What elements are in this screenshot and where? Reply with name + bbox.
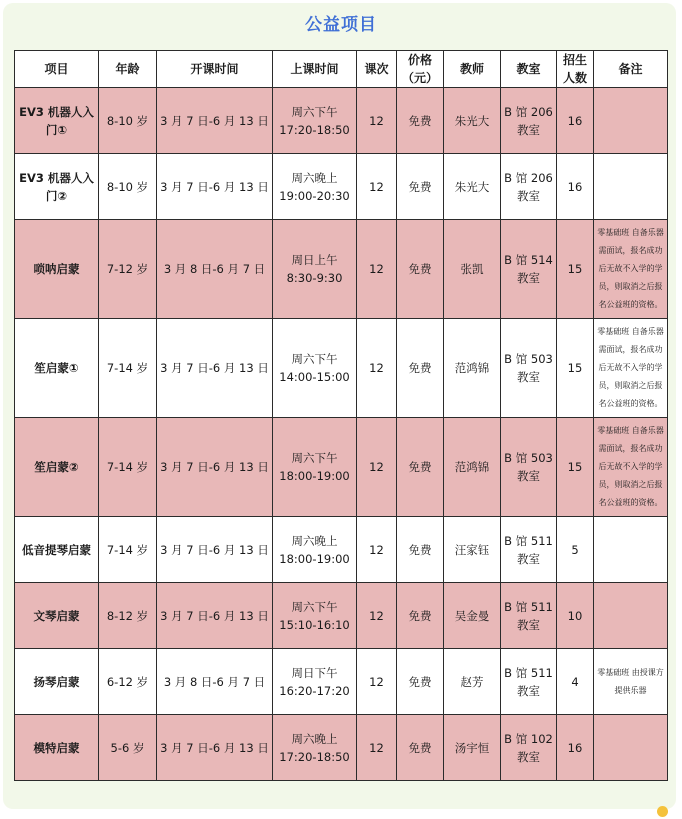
- classroom-label: 教室: [517, 551, 540, 566]
- cell-sessions: 12: [357, 583, 397, 649]
- header-teacher: 教师: [444, 51, 501, 88]
- cell-class-time: [273, 418, 357, 517]
- cell-price: 免费: [397, 154, 444, 220]
- cell-price: 免费: [397, 88, 444, 154]
- cell-price: 免费: [397, 319, 444, 418]
- cell-project-name: EV3 机器人入门①: [15, 88, 99, 154]
- cell-price: 免费: [397, 517, 444, 583]
- cell-sessions: 12: [357, 154, 397, 220]
- classroom-label: 教室: [517, 617, 540, 632]
- cell-quota: 5: [557, 517, 594, 583]
- header-class-time: 上课时间: [273, 51, 357, 88]
- cell-classroom: [501, 154, 557, 220]
- cell-project-name: 低音提琴启蒙: [15, 517, 99, 583]
- cell-project-name: EV3 机器人入门②: [15, 154, 99, 220]
- cell-age: 7-14 岁: [99, 418, 157, 517]
- cell-teacher: 朱光大: [444, 88, 501, 154]
- cell-class-time: [273, 517, 357, 583]
- header-start-period: 开课时间: [157, 51, 273, 88]
- table-row: [15, 649, 668, 715]
- classroom-label: 教室: [517, 122, 540, 137]
- cell-start-period: 3 月 7 日-6 月 13 日: [157, 319, 273, 418]
- cell-project-name: 文琴启蒙: [15, 583, 99, 649]
- classroom-building: B 馆 511: [504, 533, 553, 548]
- cell-sessions: 12: [357, 715, 397, 781]
- class-time-range: 14:00-15:00: [279, 370, 350, 384]
- classroom-building: B 馆 503: [504, 352, 553, 366]
- table-row: [15, 418, 668, 517]
- cell-start-period: 3 月 7 日-6 月 13 日: [157, 517, 273, 583]
- cell-note: [594, 715, 668, 781]
- cell-teacher: 赵芳: [444, 649, 501, 715]
- cell-class-time: [273, 583, 357, 649]
- classroom-building: B 馆 206: [504, 104, 553, 119]
- classroom-label: 教室: [517, 188, 540, 203]
- header-price: 价格（元）: [397, 51, 444, 88]
- cell-quota: 16: [557, 88, 594, 154]
- cell-class-time: [273, 319, 357, 418]
- cell-price: 免费: [397, 220, 444, 319]
- cell-class-time: [273, 220, 357, 319]
- class-time-range: 16:20-17:20: [279, 683, 350, 698]
- class-time-range: 19:00-20:30: [279, 188, 350, 203]
- class-time-range: 18:00-19:00: [279, 469, 350, 483]
- cell-start-period: 3 月 7 日-6 月 13 日: [157, 88, 273, 154]
- table-row: [15, 88, 668, 154]
- cell-teacher: 范鸿锦: [444, 418, 501, 517]
- cell-note: 零基础班 由授课方提供乐器: [594, 649, 668, 715]
- cell-start-period: 3 月 7 日-6 月 13 日: [157, 418, 273, 517]
- cell-teacher: 朱光大: [444, 154, 501, 220]
- cell-quota: 15: [557, 418, 594, 517]
- cell-start-period: 3 月 7 日-6 月 13 日: [157, 154, 273, 220]
- cell-price: 免费: [397, 418, 444, 517]
- header-project: 项目: [15, 51, 99, 88]
- header-sessions: 课次: [357, 51, 397, 88]
- decorative-dot: [657, 806, 668, 817]
- class-day: 周六下午: [291, 599, 338, 614]
- cell-age: 5-6 岁: [99, 715, 157, 781]
- cell-sessions: 12: [357, 88, 397, 154]
- header-classroom: 教室: [501, 51, 557, 88]
- class-day: 周日下午: [291, 665, 338, 680]
- cell-sessions: 12: [357, 517, 397, 583]
- header-quota: 招生人数: [557, 51, 594, 88]
- cell-sessions: 12: [357, 649, 397, 715]
- cell-price: 免费: [397, 649, 444, 715]
- cell-class-time: [273, 715, 357, 781]
- cell-age: 7-12 岁: [99, 220, 157, 319]
- title-wrap: [0, 14, 682, 36]
- page-title: 公益项目: [299, 14, 383, 36]
- cell-class-time: [273, 88, 357, 154]
- classroom-label: 教室: [517, 469, 540, 483]
- cell-sessions: 12: [357, 319, 397, 418]
- cell-price: 免费: [397, 715, 444, 781]
- cell-note: [594, 583, 668, 649]
- cell-age: 7-14 岁: [99, 319, 157, 418]
- classroom-building: B 馆 511: [504, 599, 553, 614]
- class-day: 周六晚上: [291, 170, 338, 185]
- classroom-building: B 馆 511: [504, 665, 553, 680]
- table-row: [15, 517, 668, 583]
- cell-classroom: [501, 517, 557, 583]
- table-row: [15, 220, 668, 319]
- classroom-label: 教室: [517, 683, 540, 698]
- cell-teacher: 范鸿锦: [444, 319, 501, 418]
- table-row: [15, 715, 668, 781]
- cell-age: 8-10 岁: [99, 154, 157, 220]
- cell-classroom: [501, 220, 557, 319]
- cell-project-name: 笙启蒙②: [15, 418, 99, 517]
- class-time-range: 17:20-18:50: [279, 749, 350, 764]
- class-time-range: 18:00-19:00: [279, 551, 350, 566]
- cell-project-name: 笙启蒙①: [15, 319, 99, 418]
- class-day: 周六下午: [291, 352, 338, 366]
- cell-project-name: 扬琴启蒙: [15, 649, 99, 715]
- class-day: 周六下午: [291, 451, 338, 465]
- classroom-label: 教室: [517, 271, 540, 285]
- table-row: [15, 319, 668, 418]
- cell-quota: 4: [557, 649, 594, 715]
- course-table: [14, 50, 668, 781]
- cell-project-name: 唢呐启蒙: [15, 220, 99, 319]
- cell-teacher: 张凯: [444, 220, 501, 319]
- cell-project-name: 模特启蒙: [15, 715, 99, 781]
- cell-note: 零基础班 自备乐器 需面试，报名成功后无故不入学的学员，则取消之后报名公益班的资格。: [594, 418, 668, 517]
- cell-quota: 10: [557, 583, 594, 649]
- cell-age: 8-10 岁: [99, 88, 157, 154]
- cell-start-period: 3 月 8 日-6 月 7 日: [157, 220, 273, 319]
- class-day: 周六晚上: [291, 533, 338, 548]
- classroom-building: B 馆 206: [504, 170, 553, 185]
- class-day: 周六晚上: [291, 731, 338, 746]
- classroom-building: B 馆 514: [504, 253, 553, 267]
- cell-classroom: [501, 649, 557, 715]
- cell-classroom: [501, 418, 557, 517]
- cell-quota: 16: [557, 154, 594, 220]
- cell-age: 8-12 岁: [99, 583, 157, 649]
- class-time-range: 8:30-9:30: [286, 271, 343, 285]
- header-age: 年龄: [99, 51, 157, 88]
- table-row: [15, 583, 668, 649]
- cell-note: [594, 88, 668, 154]
- cell-note: [594, 154, 668, 220]
- cell-classroom: [501, 319, 557, 418]
- cell-start-period: 3 月 8 日-6 月 7 日: [157, 649, 273, 715]
- classroom-label: 教室: [517, 749, 540, 764]
- cell-classroom: [501, 88, 557, 154]
- cell-note: 零基础班 自备乐器 需面试，报名成功后无故不入学的学员，则取消之后报名公益班的资格。: [594, 220, 668, 319]
- cell-note: 零基础班 自备乐器 需面试，报名成功后无故不入学的学员，则取消之后报名公益班的资格。: [594, 319, 668, 418]
- cell-teacher: 吴金曼: [444, 583, 501, 649]
- classroom-building: B 馆 102: [504, 731, 553, 746]
- cell-classroom: [501, 583, 557, 649]
- cell-note: [594, 517, 668, 583]
- cell-start-period: 3 月 7 日-6 月 13 日: [157, 583, 273, 649]
- classroom-building: B 馆 503: [504, 451, 553, 465]
- cell-classroom: [501, 715, 557, 781]
- cell-class-time: [273, 154, 357, 220]
- cell-quota: 15: [557, 319, 594, 418]
- cell-sessions: 12: [357, 418, 397, 517]
- cell-age: 7-14 岁: [99, 517, 157, 583]
- header-note: 备注: [594, 51, 668, 88]
- table-row: [15, 154, 668, 220]
- cell-teacher: 汤宇恒: [444, 715, 501, 781]
- cell-class-time: [273, 649, 357, 715]
- classroom-label: 教室: [517, 370, 540, 384]
- cell-sessions: 12: [357, 220, 397, 319]
- class-day: 周日上午: [291, 253, 338, 267]
- class-day: 周六下午: [291, 104, 338, 119]
- class-time-range: 15:10-16:10: [279, 617, 350, 632]
- cell-teacher: 汪家钰: [444, 517, 501, 583]
- cell-quota: 16: [557, 715, 594, 781]
- class-time-range: 17:20-18:50: [279, 122, 350, 137]
- cell-quota: 15: [557, 220, 594, 319]
- cell-age: 6-12 岁: [99, 649, 157, 715]
- cell-start-period: 3 月 7 日-6 月 13 日: [157, 715, 273, 781]
- table-header-row: [15, 51, 668, 88]
- cell-price: 免费: [397, 583, 444, 649]
